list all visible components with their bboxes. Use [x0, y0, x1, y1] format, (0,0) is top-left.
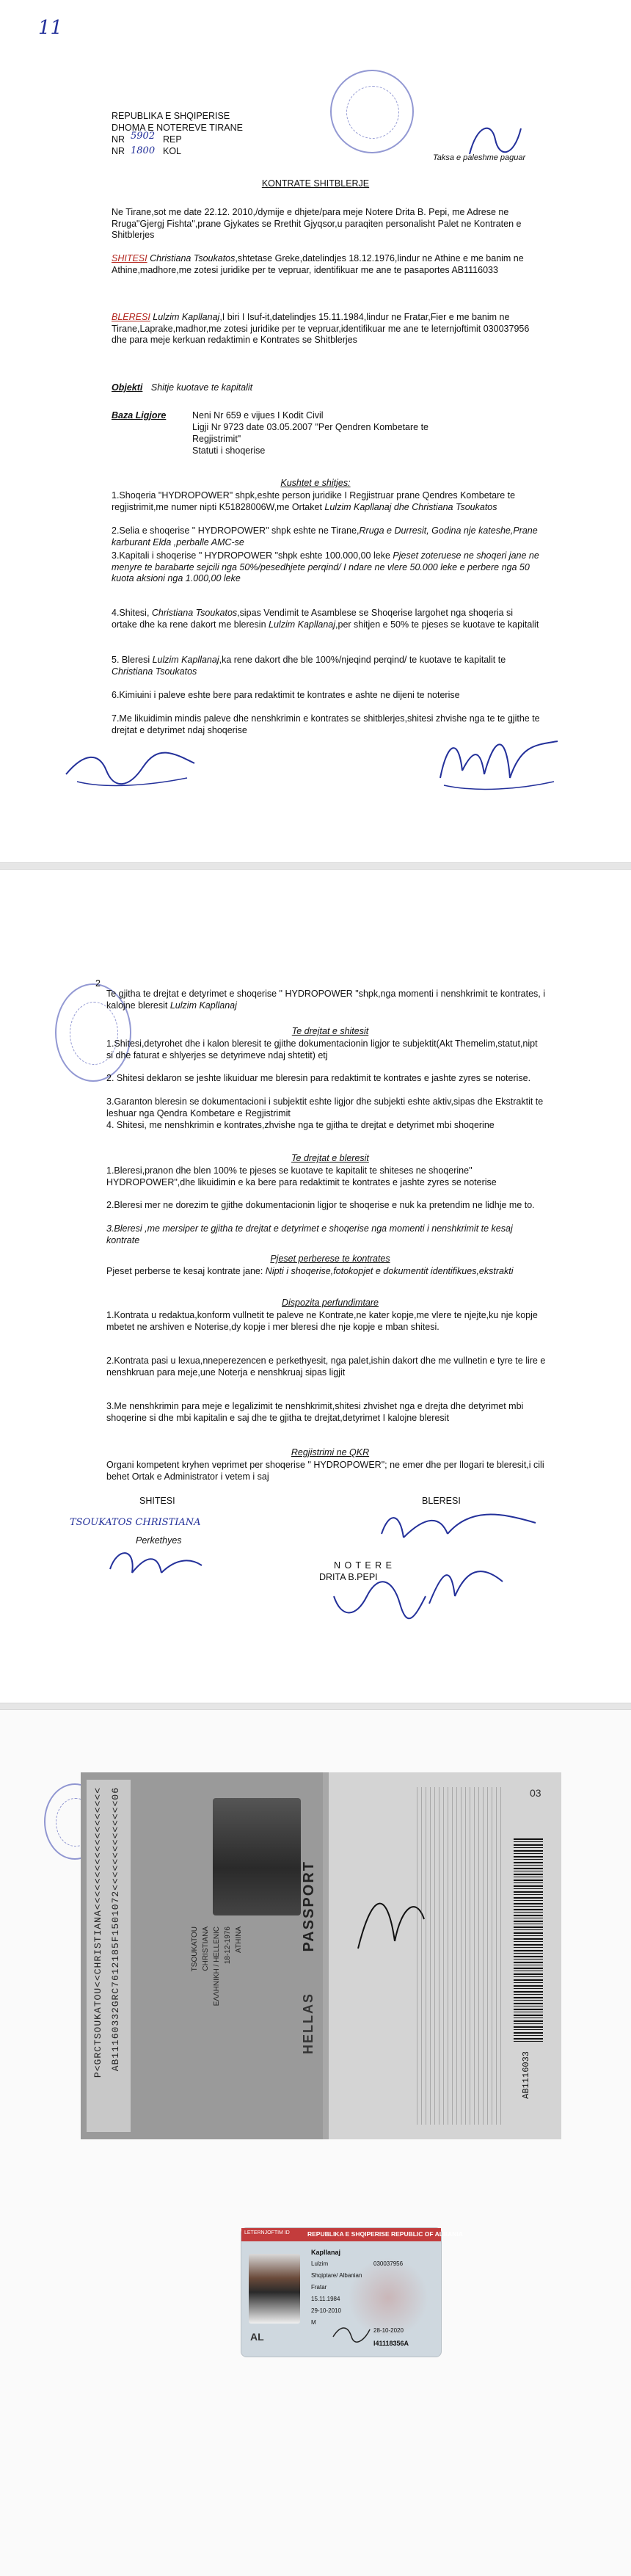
- nr-rep-label: NR: [112, 134, 125, 145]
- condition-3: [112, 550, 541, 585]
- qkr-title: Regjistrimi ne QKR: [291, 1447, 370, 1458]
- passport-barcode-number: AB1116033: [521, 2051, 531, 2099]
- qkr-paragraph: Organi kompetent kryhen veprimet per shoqerise " HYDROPOWER"; ne emer dhe per llogari te bleresit,i cili behet Ortak e Administrator i vetem i saj: [106, 1460, 544, 1482]
- passport-barcode: [514, 1838, 543, 2044]
- seller-sign-label: SHITESI: [139, 1496, 175, 1506]
- passport-dob: 18-12-1976: [224, 1926, 232, 1965]
- id-card-country-code: AL: [250, 2331, 264, 2343]
- seller-right-3: 3.Garanton bleresin se dokumentacioni i subjektit eshte ligjor dhe subjekti eshte aktiv,sipas dhe Ekstraktit te leshuar nga Qendra Kombetare e Regjistrimit: [106, 1096, 544, 1118]
- condition-4-text-3: ,per shitjen e 50% te pjeses se kuotave te kapitalit: [335, 619, 539, 630]
- id-expires: 28-10-2020: [373, 2327, 404, 2334]
- intro-paragraph: Ne Tirane,sot me date 22.12. 2010,/dymije e dhjete/para meje Notere Drita B. Pepi, me Adrese ne Rruga"Gjergj Fishta",prane Gjykates se Rrethit Gjyqsor,u paraqiten personalisht Palet ne Kontraten e Shitblerjes: [112, 207, 522, 240]
- notary-name: DRITA B.PEPI: [319, 1572, 378, 1582]
- legal-line-3: Regjistrimit": [192, 434, 241, 444]
- object-row: [112, 382, 252, 393]
- id-card-photo: [249, 2254, 300, 2324]
- passport-copy: [81, 1772, 561, 2139]
- id-dob: 15.11.1984: [311, 2296, 340, 2302]
- id-card-number: I41118356A: [373, 2340, 409, 2347]
- passport-given-name: CHRISTIANA: [202, 1926, 210, 1971]
- seller-right-1: 1.Shitesi,detyrohet dhe i kalon bleresit te gjithe dokumentacionin ligjor te subjektit(Akt Themelim,statut,nipt si dhe faturat e shlyerjes se detyrimeve ndaj shtetit) etj: [106, 1038, 538, 1060]
- continuation-text: Te gjitha te drejtat e detyrimet e shoqerise " HYDROPOWER "shpk,nga momenti i nenshkrimit te kontrates, i kalojne bleresit: [106, 989, 546, 1011]
- translator-signature: [103, 1543, 205, 1584]
- id-card-type: LETERNJOFTIM ID: [244, 2230, 290, 2235]
- legal-basis-label: Baza Ligjore: [112, 410, 167, 421]
- conditions-title: Kushtet e shitjes:: [280, 478, 351, 488]
- continuation-paragraph: [106, 989, 547, 1011]
- condition-7: 7.Me likuidimin mindis paleve dhe nenshkrimin e kontrates se shitblerjes,shitesi zhvishe nga te te gjithe te drejtat e detyrimet ndaj shoqerise: [112, 713, 540, 735]
- mrz-line-2: AB11160332GRC7612185F1501072<<<<<<<<<<<<<<06: [110, 1787, 121, 2072]
- seller-rights-title: Te drejtat e shitesit: [291, 1026, 369, 1036]
- id-given-name: Lulzim: [311, 2260, 329, 2267]
- condition-5-seller: Christiana Tsoukatos: [112, 666, 197, 677]
- seller-signature: [62, 738, 202, 796]
- attached-paragraph: [106, 1266, 547, 1278]
- object-text: Shitje kuotave te kapitalit: [150, 382, 253, 393]
- notary-initials-signature: [462, 117, 528, 161]
- buyer-paragraph: [112, 312, 541, 346]
- condition-5: [112, 655, 541, 677]
- contract-page-2: [0, 870, 631, 1703]
- nr-rep-number: 5902: [131, 131, 156, 142]
- seller-name: Christiana Tsoukatos: [150, 253, 236, 263]
- seller-right-4: 4. Shitesi, me nenshkrimin e kontrates,zhvishe nga te gjitha te drejtat e detyrimet mbi shoqerine: [106, 1120, 495, 1130]
- legal-line-1: Neni Nr 659 e vijues I Kodit Civil: [192, 410, 324, 421]
- header-line-1: REPUBLIKA E SHQIPERISE: [112, 111, 230, 121]
- condition-5-text: 5. Bleresi: [112, 655, 153, 665]
- buyer-right-3: 3.Bleresi ,me mersiper te gjitha te drejtat e detyrimet e shoqerise nga momenti i nenshkrimit te kesaj kontrate: [106, 1223, 513, 1245]
- passport-surname: TSOUKATOU: [191, 1926, 199, 1972]
- buyer-right-2: 2.Bleresi mer ne dorezim te gjithe dokumentacionin ligjor te shoqerise e nuk ka pretendim ne lidhje me to.: [106, 1200, 535, 1210]
- condition-4-text-2: ,sipas Vendimit te Asamblese se Shoqerise largohet nga shoqeria si ortake dhe ka rene dakort me bleresin: [112, 608, 514, 630]
- condition-3-shares: Pjeset zoteruese ne shoqeri jane ne menyre te barabarte sejcili nga 50%/pesedhjete perqind/ I ndare ne vlere 50.000 leke e perbere nga 50 kuota aksioni nga 1.000,00 leke: [112, 550, 539, 583]
- id-number: 030037956: [373, 2260, 404, 2267]
- passport-page-number: 03: [530, 1787, 541, 1799]
- notary-label: N O T E R E: [334, 1560, 393, 1571]
- kol-label: KOL: [163, 146, 182, 156]
- buyer-details: ,I biri I Isuf-it,datelindjes 15.11.1984,lindur ne Fratar,Fier e me banim ne Tirane,Laprake,madhor,me zotesi juridike per te vepruar,identifikuar me ane te leternjoftimit 030037956 dhe para meje kerkuan redaktimin e Kontrates se Shitblerjes: [112, 312, 530, 345]
- condition-1: [112, 490, 541, 513]
- buyer-right-1: 1.Bleresi,pranon dhe blen 100% te pjeses se kuotave te kapitalit te shiteses ne shoqerine" HYDROPOWER",dhe likuidimin e ka bere para redaktimit te kontrates e jashte zyres se noterise: [106, 1165, 497, 1187]
- passport-printed-notes: [417, 1787, 505, 2125]
- seller-right-2: 2. Shitesi deklaron se jeshte likuiduar me bleresin para redaktimit te kontrates e jashte zyres se noterise.: [106, 1073, 531, 1083]
- continuation-buyer: Lulzim Kapllanaj: [169, 1000, 237, 1011]
- condition-5-buyer: Lulzim Kapllanaj: [152, 655, 219, 665]
- buyer-sign-label: BLERESI: [422, 1496, 461, 1506]
- condition-2-text: 2.Selia e shoqerise " HYDROPOWER" shpk eshte ne Tirane,: [112, 525, 360, 536]
- condition-1-partners: Lulzim Kapllanaj dhe Christiana Tsoukatos: [324, 501, 497, 512]
- margin-mark: 11: [38, 17, 63, 39]
- buyer-rights-title: Te drejtat e bleresit: [291, 1153, 369, 1163]
- condition-3-text: 3.Kapitali i shoqerise " HYDROPOWER "shpk eshte 100.000,00 leke: [112, 550, 393, 561]
- contract-title: KONTRATE SHITBLERJE: [261, 178, 370, 189]
- condition-1-text: 1.Shoqeria "HYDROPOWER" shpk,eshte person juridike I Regjistruar prane Qendres Kombetare te regjistrimit,me numer nipti K51828006W,me Ortaket: [112, 490, 516, 512]
- id-card-copy: [241, 2227, 463, 2357]
- final-provision-2: 2.Kontrata pasi u lexua,nneperezencen e perkethyesit, nga palet,ishin dakort dhe me vullnetin e tyre te lire e nenshkruan para meje,une Noterja e nenshkruaj sipas ligjit: [106, 1356, 546, 1378]
- id-sex: M: [311, 2319, 316, 2326]
- page-number: 2: [95, 978, 101, 989]
- id-surname: Kapllanaj: [311, 2249, 341, 2256]
- id-card-header: REPUBLIKA E SHQIPERISE REPUBLIC OF ALBANIA: [307, 2230, 463, 2238]
- attached-items: Nipti i shoqerise,fotokopjet e dokumentit identifikues,ekstrakti: [265, 1266, 514, 1276]
- id-issued: 29-10-2010: [311, 2307, 341, 2314]
- buyer-signature-2: [374, 1505, 543, 1549]
- condition-5-text-2: ,ka rene dakort dhe ble 100%/njeqind perqind/ te kuotave te kapitalit te: [219, 655, 506, 665]
- condition-2-address: Rruga e Durresit, Godina nje kateshe,Prane karburant Elda ,perballe AMC-se: [112, 525, 538, 547]
- buyer-label: BLERESI: [112, 312, 150, 322]
- nr-kol-label: NR: [112, 146, 125, 156]
- passport-mrz: [87, 1780, 131, 2132]
- id-place: Fratar: [311, 2284, 327, 2291]
- passport-nationality: ΕΛΛΗΝΙΚΗ / HELLENIC: [213, 1926, 221, 2006]
- buyer-signature: [433, 727, 565, 800]
- condition-4-buyer: Lulzim Kapllanaj: [269, 619, 336, 630]
- seller-details: ,shtetase Greke,datelindjes 18.12.1976,lindur ne Athine e me banim ne Athine,madhore,me zotesi juridike per te vepruar, identifikuar me ane te pasaportes AB1116033: [112, 253, 524, 275]
- final-provisions-title: Dispozita perfundimtare: [281, 1298, 379, 1308]
- final-provision-1: 1.Kontrata u redaktua,konform vullnetit te paleve ne Kontrate,ne kater kopje,me vlere te njejte,ku nje kopje mbetet ne arshiven e Noterise,dy kopje i mer bleresi dhe nje kopje e mban shitesi.: [106, 1310, 538, 1332]
- nr-kol-number: 1800: [131, 145, 156, 156]
- seller-paragraph: [112, 253, 541, 276]
- passport-country: HELLAS: [301, 1993, 316, 2054]
- condition-2: [112, 525, 541, 548]
- legal-line-4: Statuti i shoqerise: [192, 445, 266, 456]
- condition-4-seller: Christiana Tsoukatos: [151, 608, 238, 618]
- passport-data-page: [81, 1772, 323, 2139]
- seller-label: SHITESI: [112, 253, 147, 263]
- buyer-signature-3: [422, 1552, 510, 1618]
- condition-6: 6.Kimiuini i paleve eshte bere para redaktimit te kontrates e ashte ne dijeni te noterise: [112, 690, 460, 700]
- header-line-2: DHOMA E NOTEREVE TIRANE: [112, 123, 243, 133]
- seller-handwritten-name: TSOUKATOS CHRISTIANA: [70, 1517, 201, 1528]
- buyer-name: Lulzim Kapllanaj: [153, 312, 220, 322]
- object-label: Objekti: [112, 382, 143, 393]
- contract-page-1: [0, 0, 631, 862]
- condition-4-text: 4.Shitesi,: [112, 608, 152, 618]
- condition-4: [112, 608, 541, 630]
- legal-line-2: Ligji Nr 9723 date 03.05.2007 "Per Qendren Kombetare te: [192, 422, 429, 432]
- attached-text: Pjeset perberse te kesaj kontrate jane:: [106, 1266, 266, 1276]
- passport-place: ATHINA: [235, 1926, 243, 1953]
- mrz-line-1: P<GRCTSOUKATOU<<CHRISTIANA<<<<<<<<<<<<<<<<<<<: [92, 1787, 103, 2078]
- notary-signature: [327, 1574, 429, 1626]
- id-nationality: Shqiptare/ Albanian: [311, 2272, 362, 2279]
- notary-stamp: [330, 70, 414, 153]
- passport-title: PASSPORT: [301, 1860, 317, 1952]
- rep-label: REP: [163, 134, 182, 145]
- passport-photo: [213, 1798, 301, 1915]
- id-card-signature: [329, 2324, 373, 2342]
- attached-title: Pjeset perberese te kontrates: [270, 1254, 390, 1264]
- final-provision-3: 3.Me nenshkrimin para meje e legalizimit te nenshkrimit,shitesi zhvishet nga e drejta dhe detyrimet mbi shoqerine si dhe mbi kapitalin e saj dhe te gjitha te drejtat,detyrimet I kalojne bleresit: [106, 1401, 524, 1423]
- tax-note: Taksa e paleshme paguar: [433, 153, 526, 162]
- translator-label: Perkethyes: [136, 1535, 182, 1546]
